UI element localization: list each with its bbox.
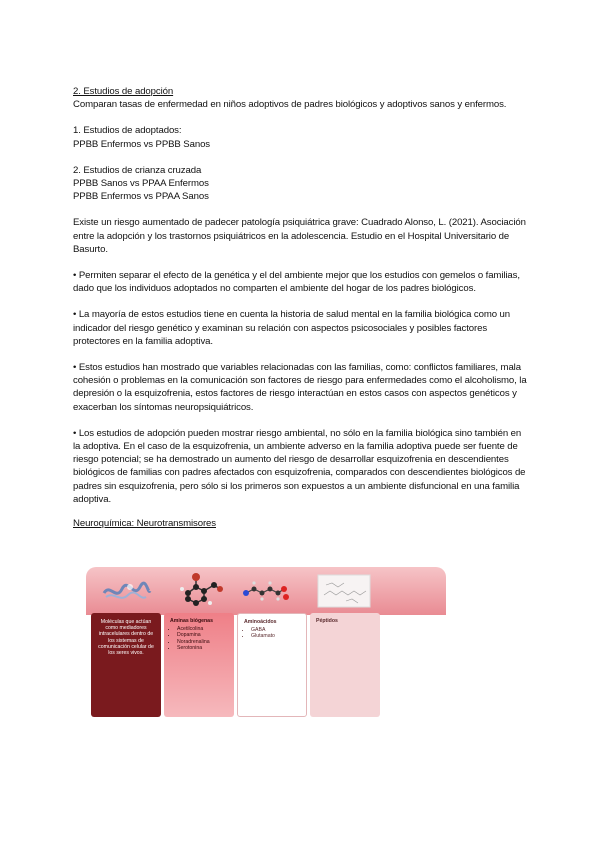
list-item: • Acetilcolina bbox=[177, 626, 228, 632]
list-item: • Noradrenalina bbox=[177, 639, 228, 645]
peptides-title: Péptidos bbox=[316, 618, 338, 624]
peptide-structure-icon bbox=[316, 573, 372, 609]
amino-acids-title: Aminoácidos bbox=[244, 619, 277, 625]
neuro-title: Neuroquímica: Neurotransmisores bbox=[73, 518, 216, 530]
section-intro: Comparan tasas de enfermedad en niños adoptivos de padres biológicos y adoptivos sanos y enfermos. bbox=[73, 99, 507, 111]
peptides-box bbox=[310, 613, 380, 717]
bullet-paragraph: • Permiten separar el efecto de la genética y el del ambiente mejor que los estudios con gemelos o familias, dado que los individuos adoptados no comparten el ambiente del hogar de los padres biológicos. bbox=[73, 270, 520, 295]
list-item: • Dopamina bbox=[177, 632, 228, 638]
section-title: 2. Estudios de adopción bbox=[73, 86, 174, 97]
list2-item: PPBB Enfermos vs PPAA Sanos bbox=[73, 191, 209, 203]
bullet-paragraph: • Los estudios de adopción pueden mostrar riesgo ambiental, no sólo en la familia biológica sino también en la adoptiva. En el caso de la esquizofrenia, un ambiente adverso en la familia adoptiva puede ser fuente de riesgo potencial; se ha demostrado un aumento del riesgo de desarrollar esquizofrenia en descendientes biológicos de familias con padres afectados con esquizofrenia, comparados con descendientes biológicos de padres sin esquizofrenia, pero sólo si los primeros son expuestos a un ambiente disfuncional en una familia adoptiva. bbox=[73, 427, 526, 505]
document-page bbox=[73, 85, 528, 530]
list2-title: 2. Estudios de crianza cruzada bbox=[73, 164, 202, 176]
list1-title: 1. Estudios de adoptados: bbox=[73, 125, 182, 137]
biogenic-amines-box bbox=[164, 613, 234, 717]
biogenic-amines-title: Aminas biógenas bbox=[170, 618, 213, 624]
biogenic-amine-molecule-icon bbox=[172, 569, 224, 611]
amino-acids-box bbox=[237, 613, 307, 717]
definition-box bbox=[91, 613, 161, 717]
list-item: • Glutamato bbox=[251, 633, 300, 639]
list1-item: PPBB Enfermos vs PPBB Sanos bbox=[73, 138, 211, 150]
neurotransmitter-diagram bbox=[86, 567, 446, 722]
protein-structure-icon bbox=[100, 573, 152, 609]
amino-acid-molecule-icon bbox=[240, 573, 292, 609]
reference-paragraph: Existe un riesgo aumentado de padecer patología psiquiátrica grave: Cuadrado Alonso, L. (2021). Asociación entre la adopción y los trastornos psiquiátricos en la adolescencia. Estudio en el Hospital Universitario de Basurto. bbox=[73, 217, 526, 255]
list2-item: PPBB Sanos vs PPAA Enfermos bbox=[73, 178, 209, 190]
bullet-paragraph: • Estos estudios han mostrado que variables relacionadas con las familias, como: conflictos familiares, mala cohesión o problemas en la comunicación son factores de riesgo para enfermedades como el alcoholismo, la depresión o la esquizofrenia, estos factores de riesgo interactúan en estos casos con aspectos genéticos y exacerban los síntomas neuropsiquiátricos. bbox=[73, 362, 527, 413]
list-item: • GABA bbox=[251, 627, 300, 633]
list-item: • Serotonina bbox=[177, 645, 228, 651]
definition-text: Moléculas que actúan como mediadores intracelulares dentro de los sistemas de comunicación celular de los seres vivos. bbox=[98, 619, 154, 657]
bullet-paragraph: • La mayoría de estos estudios tiene en cuenta la historia de salud mental en la familia biológica como un indicador del riesgo genético y examinan su relación con aspectos psicosociales y posibles factores protectores en la familia adoptiva. bbox=[73, 309, 510, 347]
